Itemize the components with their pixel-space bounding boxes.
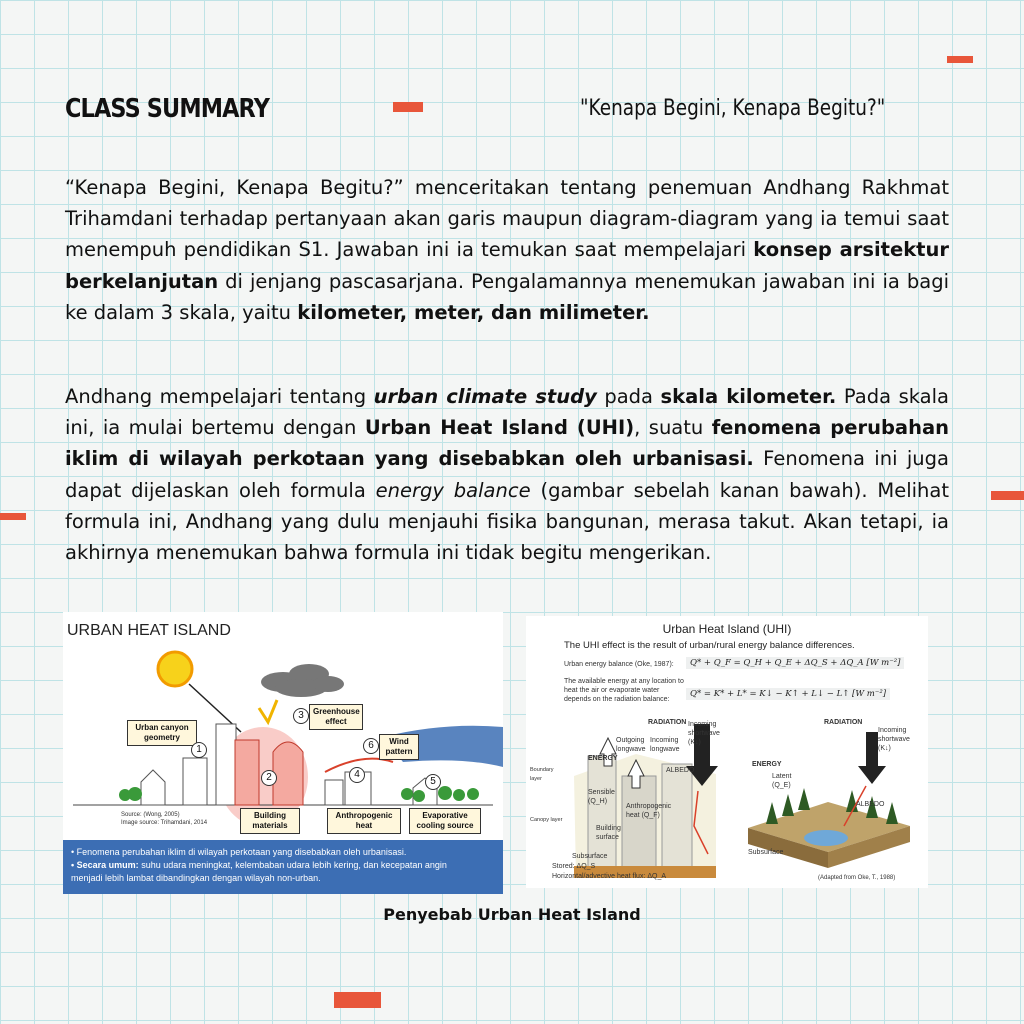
uhi-summary-box bbox=[63, 840, 503, 894]
accent-bar bbox=[947, 56, 973, 63]
number-4: 4 bbox=[349, 767, 365, 783]
accent-bar bbox=[334, 992, 381, 1008]
boundary-layer-label: Boundary layer bbox=[530, 767, 554, 782]
outgoing-longwave: Outgoing longwave bbox=[616, 737, 646, 753]
label-greenhouse: Greenhouse effect bbox=[309, 704, 363, 730]
number-3: 3 bbox=[293, 708, 309, 724]
building-surface-label: Building surface bbox=[596, 825, 621, 841]
incoming-shortwave-left: Incoming shortwave (K↓) bbox=[688, 721, 720, 746]
uhi-diagram-figure bbox=[63, 612, 503, 894]
source-text: Source: (Wong, 2005) bbox=[121, 812, 180, 818]
latent-label: Latent (Q_E) bbox=[772, 773, 792, 789]
energy-balance-figure bbox=[526, 616, 928, 888]
label-wind: Wind pattern bbox=[379, 734, 419, 760]
number-2: 2 bbox=[261, 770, 277, 786]
eq2-formula: Q* = K* + L* = K↓ − K↑ + L↓ − L↑ [W m⁻²] bbox=[686, 688, 890, 700]
horizontal-flux-label: Horizontal/advective heat flux: ΔQ_A bbox=[552, 873, 667, 880]
subsurface-left: Subsurface bbox=[572, 853, 608, 860]
bullet-general-cont: menjadi lebih lambat dibandingkan dengan wilayah non-urban. bbox=[71, 873, 321, 883]
accent-bar bbox=[0, 513, 26, 520]
canopy-layer-label: Canopy layer bbox=[530, 817, 563, 823]
number-5: 5 bbox=[425, 774, 441, 790]
page-title: CLASS SUMMARY bbox=[65, 94, 270, 124]
label-urban-canyon: Urban canyon geometry bbox=[127, 720, 197, 746]
anthropogenic-label: Anthropogenic heat (Q_F) bbox=[626, 803, 672, 819]
bullet-definition: • Fenomena perubahan iklim di wilayah perkotaan yang disebabkan oleh urbanisasi. bbox=[71, 847, 407, 857]
subsurface-right: Subsurface bbox=[748, 849, 784, 856]
image-source-text: Image source: Trihamdani, 2014 bbox=[121, 820, 208, 826]
radiation-label-right: RADIATION bbox=[824, 719, 863, 726]
incoming-shortwave-right: Incoming shortwave (K↓) bbox=[878, 727, 910, 752]
eq2-label: The available energy at any location to heat the air or evaporate water depends on the radiation balance: bbox=[564, 678, 684, 703]
eq1-label: Urban energy balance (Oke, 1987): bbox=[564, 661, 674, 668]
energy-label-left: ENERGY bbox=[588, 755, 618, 762]
page-subtitle: "Kenapa Begini, Kenapa Begitu?" bbox=[580, 96, 886, 121]
label-evaporative: Evaporative cooling source bbox=[409, 808, 481, 834]
figure-title: URBAN HEAT ISLAND bbox=[67, 622, 231, 639]
credit-label: (Adapted from Oke, T., 1988) bbox=[818, 875, 896, 881]
sensible-label: Sensible (Q_H) bbox=[588, 789, 615, 805]
figure-title: Urban Heat Island (UHI) bbox=[662, 622, 792, 636]
figure-subtitle: The UHI effect is the result of urban/rural energy balance differences. bbox=[564, 640, 855, 651]
label-building: Building materials bbox=[240, 808, 300, 834]
accent-bar bbox=[991, 491, 1024, 500]
eq1-formula: Q* + Q_F = Q_H + Q_E + ΔQ_S + ΔQ_A [W m⁻²] bbox=[686, 657, 904, 669]
energy-balance-illustration bbox=[526, 616, 928, 888]
albedo-label-left: ALBEDO bbox=[666, 767, 695, 774]
number-1: 1 bbox=[191, 742, 207, 758]
number-6: 6 bbox=[363, 738, 379, 754]
paragraph-uhi: Andhang mempelajari tentang urban climate study pada skala kilometer. Pada skala ini, ia mulai bertemu dengan Urban Heat Island (UHI), suatu fenomena perubahan iklim di wilayah perkotaan yang disebabkan oleh urbanisasi. Fenomena ini juga dapat dijelaskan oleh formula energy balance (gambar sebelah kanan bawah). Melihat formula ini, Andhang yang dulu menjauhi fisika bangunan, merasa takut. Akan tetapi, ia akhirnya menemukan bahwa formula ini tidak begitu mengerikan. bbox=[65, 385, 950, 565]
stored-label: Stored: ΔQ_S bbox=[552, 863, 596, 870]
accent-bar bbox=[393, 102, 423, 112]
bullet-general: • Secara umum: suhu udara meningkat, kelembaban udara lebih kering, dan kecepatan angin bbox=[71, 860, 447, 870]
paragraph-intro: “Kenapa Begini, Kenapa Begitu?” menceritakan tentang penemuan Andhang Rakhmat Trihamdani terhadap pertanyaan akan garis maupun diagram-diagram yang ia temui saat menempuh pendidikan S1. Jawaban ini ia temukan saat mempelajari konsep arsitektur berkelanjutan di jenjang pascasarjana. Pengalamannya menemukan jawaban ini ia bagi ke dalam 3 skala, yaitu kilometer, meter, dan milimeter. bbox=[65, 176, 949, 324]
label-anthropogenic: Anthropogenic heat bbox=[327, 808, 401, 834]
energy-label-right: ENERGY bbox=[752, 761, 782, 768]
incoming-longwave: Incoming longwave bbox=[650, 737, 680, 753]
figure-caption: Penyebab Urban Heat Island bbox=[383, 905, 641, 924]
albedo-label-right: ALBEDO bbox=[856, 801, 885, 808]
radiation-label-left: RADIATION bbox=[648, 719, 687, 726]
